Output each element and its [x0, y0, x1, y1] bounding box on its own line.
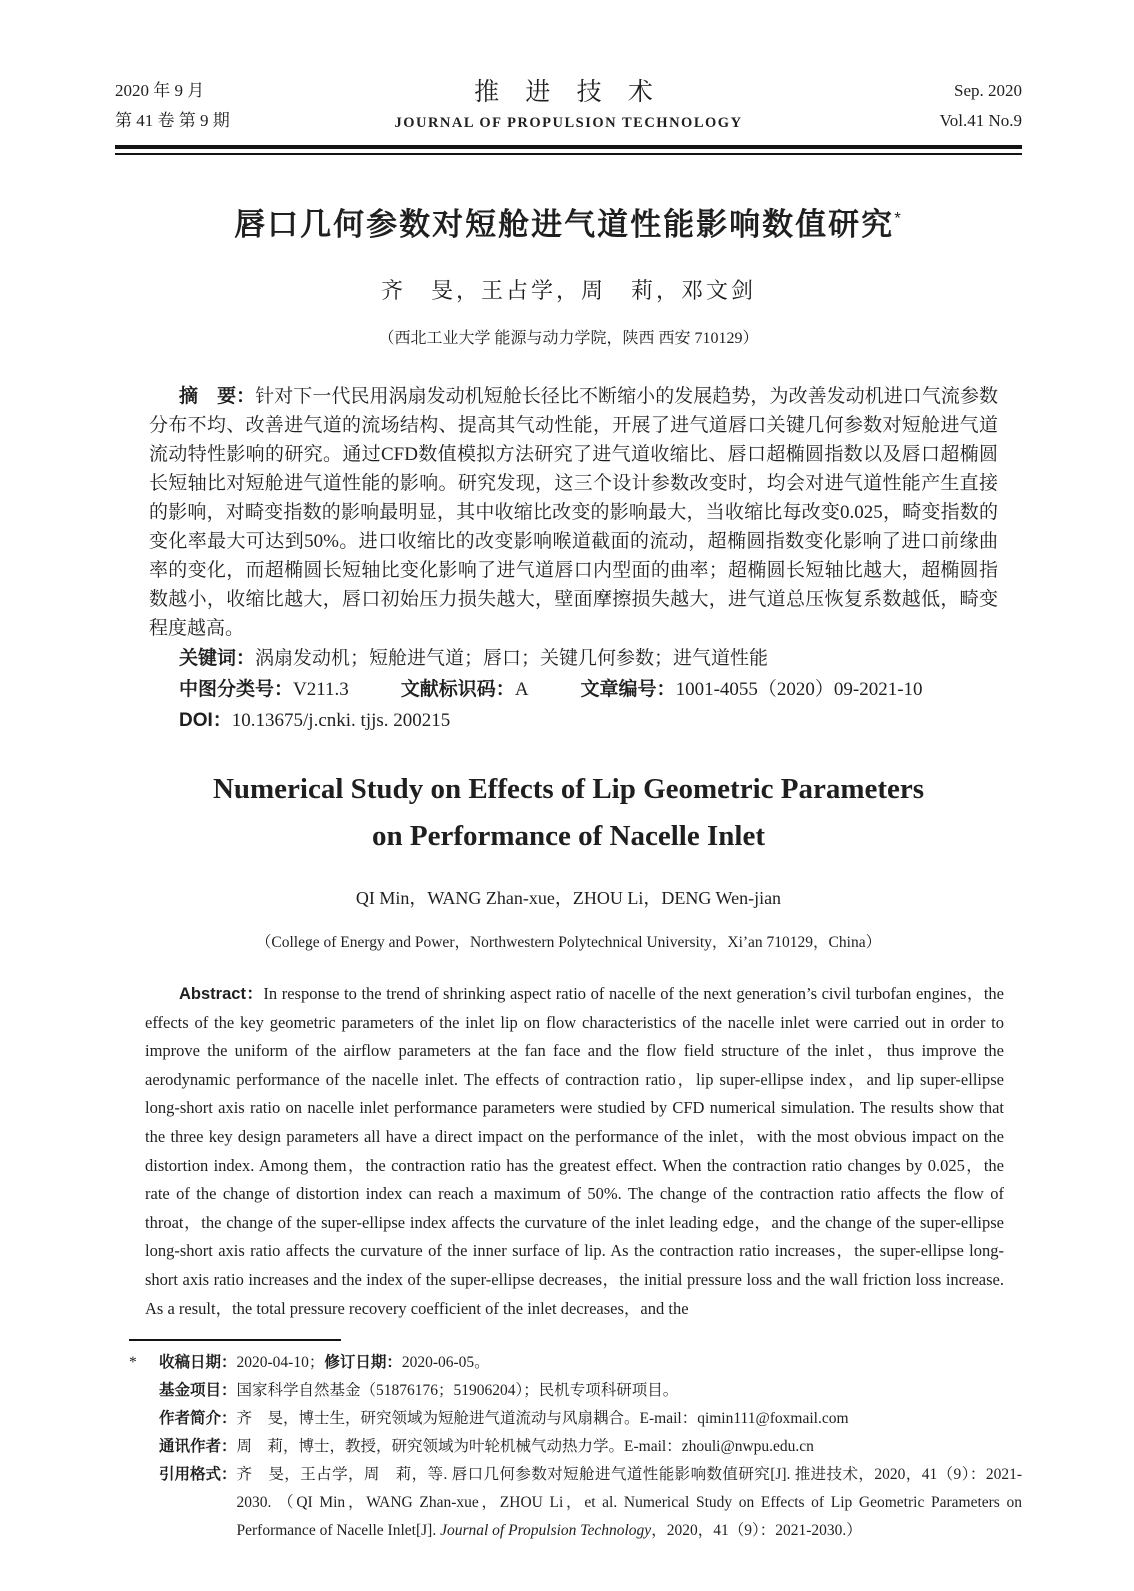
doi-value: 10.13675/j.cnki. tjjs. 200215	[231, 710, 451, 731]
abstract-cn-label: 摘 要：	[179, 386, 256, 407]
author-bio-label: 作者简介：	[159, 1410, 237, 1428]
title-footnote-mark: *	[894, 208, 903, 228]
footnote-star-empty	[129, 1461, 159, 1545]
citation-journal-name: Journal of Propulsion Technology	[440, 1522, 652, 1540]
journal-header	[115, 76, 1022, 136]
footnote-star: *	[129, 1354, 137, 1372]
article-title-en	[115, 766, 1022, 860]
abstract-en-label: Abstract：	[179, 985, 264, 1003]
classification-line	[179, 675, 998, 705]
footnote-citation	[159, 1461, 1022, 1545]
citation-en-post: ，2020，41（9）：2021-2030.）	[651, 1522, 862, 1540]
footnote-bio	[159, 1405, 1022, 1433]
footnote-block	[129, 1339, 1022, 1545]
footnote-row-dates	[129, 1349, 1022, 1377]
citation-en-pre: （QI Min，WANG Zhan-xue，ZHOU Li，et al. Numerical Study on Effects of Lip Geometric Parameters on Performance of Nacelle Inlet[J].	[236, 1494, 1022, 1540]
corresponding-author-label: 通讯作者：	[159, 1438, 237, 1456]
footnote-corresponding	[159, 1433, 1022, 1461]
author-bio-value: 齐 旻，博士生，研究领域为短舱进气道流动与风扇耦合。E-mail：qimin111@foxmail.com	[236, 1410, 849, 1428]
footnote-star-empty	[129, 1377, 159, 1405]
article-title-en-line1: Numerical Study on Effects of Lip Geometric Parameters	[212, 773, 925, 805]
received-date-value: 2020-04-10；	[236, 1354, 325, 1372]
fund-label: 基金项目：	[159, 1382, 237, 1400]
corresponding-author-value: 周 莉，博士，教授，研究领域为叶轮机械气动热力学。E-mail：zhouli@nwpu.edu.cn	[236, 1438, 814, 1456]
footnote-divider	[129, 1339, 341, 1341]
footnote-row-fund	[129, 1377, 1022, 1405]
journal-date-cn: 2020 年 9 月	[115, 81, 205, 100]
journal-date-en: Sep. 2020	[954, 81, 1022, 100]
affiliation-cn: （西北工业大学 能源与动力学院，陕西 西安 710129）	[378, 330, 759, 347]
footnote-row-bio	[129, 1405, 1022, 1433]
revised-date-label: 修订日期：	[324, 1354, 402, 1372]
journal-name-en: JOURNAL OF PROPULSION TECHNOLOGY	[394, 115, 743, 131]
article-title-cn-text: 唇口几何参数对短舱进气道性能影响数值研究	[234, 207, 895, 242]
journal-header-center	[382, 76, 755, 136]
footnote-row-citation	[129, 1461, 1022, 1545]
clc-label: 中图分类号：	[179, 679, 294, 700]
header-divider	[115, 145, 1022, 155]
article-no-value: 1001-4055（2020）09-2021-10	[675, 679, 923, 700]
article-title-en-line2: on Performance of Nacelle Inlet	[372, 820, 765, 852]
doc-code-label: 文献标识码：	[400, 679, 515, 700]
revised-date-value: 2020-06-05。	[401, 1354, 490, 1372]
keywords-line	[179, 644, 998, 674]
authors-cn: 齐 旻，王占学，周 莉，邓文剑	[380, 278, 756, 303]
abstract-cn	[149, 382, 998, 643]
footnote-dates	[159, 1349, 1022, 1377]
journal-vol-en: Vol.41 No.9	[939, 111, 1022, 130]
footnote-fund	[159, 1377, 1022, 1405]
affiliation-en: （College of Energy and Power，Northwestern Polytechnical University，Xi’an 710129，China）	[255, 934, 882, 951]
abstract-en	[145, 980, 1004, 1323]
doi-line	[179, 706, 998, 736]
footnote-star-empty	[129, 1405, 159, 1433]
journal-header-right	[755, 76, 1022, 136]
footnote-star-empty	[129, 1433, 159, 1461]
abstract-en-text: In response to the trend of shrinking aspect ratio of nacelle of the next generation’s civil turbofan engines，the effects of the key geometric parameters of the inlet lip on flow characteristics of the nacelle inlet were carried out in order to improve the uniform of the airflow parameters at the fan face and the flow field structure of the inlet，thus improve the aerodynamic performance of the nacelle inlet. The effects of contraction ratio，lip super-ellipse index，and lip super-ellipse long-short axis ratio on nacelle inlet performance parameters were studied by CFD numerical simulation. The results show that the three key design parameters all have a direct impact on the performance of the inlet，with the most obvious impact on the distortion index. Among them，the contraction ratio has the greatest effect. When the contraction ratio changes by 0.025，the rate of the change of distortion index can reach a maximum of 50%. The change of the contraction ratio affects the flow of throat，the change of the super-ellipse index affects the curvature of the inlet leading edge，and the change of the super-ellipse long-short axis ratio affects the curvature of the inner surface of lip. As the contraction ratio increases，the super-ellipse long-short axis ratio increases and the index of the super-ellipse decreases，the initial pressure loss and the wall friction loss increase. As a result，the total pressure recovery coefficient of the inlet decreases，and the	[145, 984, 1004, 1318]
doc-code-value: A	[514, 679, 529, 700]
citation-value	[237, 1461, 1022, 1545]
article-no-label: 文章编号：	[580, 679, 676, 700]
clc-value: V211.3	[293, 679, 349, 700]
journal-issue-cn: 第 41 卷 第 9 期	[115, 111, 230, 130]
journal-header-left	[115, 76, 382, 136]
citation-label: 引用格式：	[159, 1466, 237, 1484]
fund-value: 国家科学自然基金（51876176；51906204）；民机专项科研项目。	[236, 1382, 679, 1400]
abstract-cn-text: 针对下一代民用涡扇发动机短舱长径比不断缩小的发展趋势，为改善发动机进口气流参数分布不均、改善进气道的流场结构、提高其气动性能，开展了进气道唇口关键几何参数对短舱进气道流动特性影响的研究。通过CFD数值模拟方法研究了进气道收缩比、唇口超椭圆指数以及唇口超椭圆长短轴比对短舱进气道性能的影响。研究发现，这三个设计参数改变时，均会对进气道性能产生直接的影响，对畸变指数的影响最明显，其中收缩比改变的影响最大，当收缩比每改变0.025，畸变指数的变化率最大可达到50%。进口收缩比的改变影响喉道截面的流动，超椭圆指数变化影响了进口前缘曲率的变化，而超椭圆长短轴比变化影响了进气道唇口内型面的曲率；超椭圆长短轴比越大，超椭圆指数越小，收缩比越大，唇口初始压力损失越大，壁面摩擦损失越大，进气道总压恢复系数越低，畸变程度越高。	[149, 386, 998, 639]
keywords-label: 关键词：	[179, 648, 256, 669]
footnote-row-corresponding	[129, 1433, 1022, 1461]
journal-name-cn: 推 进 技 术	[474, 79, 663, 106]
citation-cn: 齐 旻，王占学，周 莉，等. 唇口几何参数对短舱进气道性能影响数值研究[J]. 推进技术，2020，41（9）：2021-2030.	[236, 1466, 1022, 1512]
article-title-cn	[115, 199, 1022, 244]
doi-label: DOI：	[179, 710, 232, 731]
authors-en: QI Min，WANG Zhan-xue，ZHOU Li，DENG Wen-jian	[355, 888, 782, 908]
chinese-abstract-block	[149, 382, 998, 736]
keywords-text: 涡扇发动机；短舱进气道；唇口；关键几何参数；进气道性能	[255, 648, 769, 669]
received-date-label: 收稿日期：	[159, 1354, 237, 1372]
